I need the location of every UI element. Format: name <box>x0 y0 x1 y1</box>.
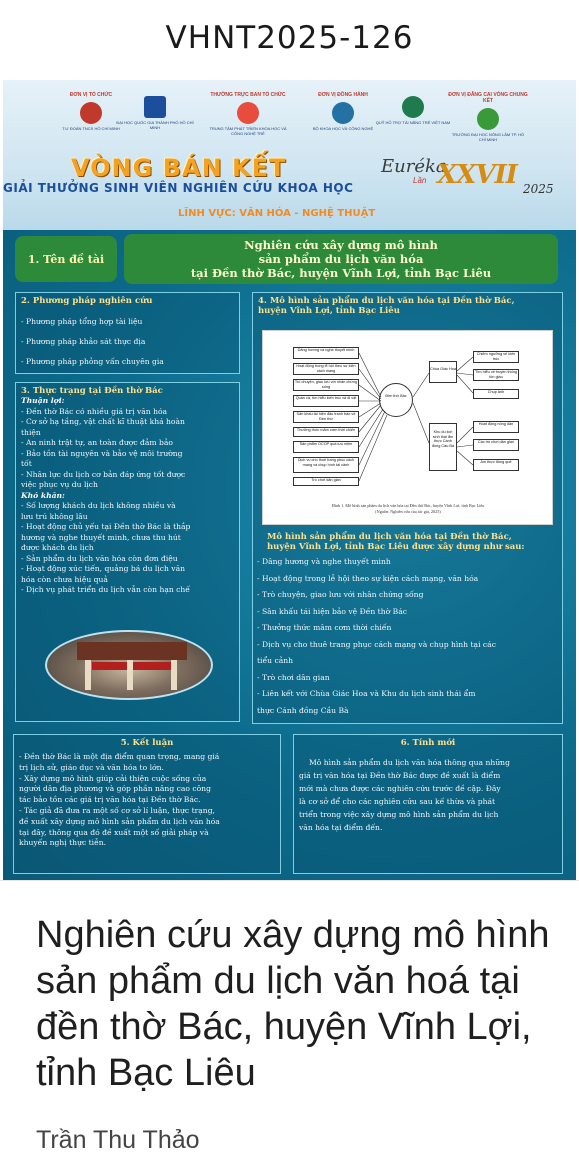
list-item: - Cơ sở hạ tầng, vật chất kĩ thuật khá hoàn <box>21 417 185 426</box>
list-item: - Bảo tồn tài nguyên và bảo vệ môi trường <box>21 448 183 458</box>
text-line: khuyến nghị thực tiễn. <box>19 838 107 848</box>
org-bo-khcn <box>303 92 383 131</box>
org-name: TRUNG TÂM PHÁT TRIỂN KHOA HỌC VÀ CÔNG NGHỆ TRẺ <box>209 126 287 136</box>
summary-line: Mô hình sản phẩm du lịch văn hóa tại Đền thờ Bác, <box>267 532 512 542</box>
list-item: - Hoạt động chủ yếu tại Đền thờ Bác là thắp <box>21 522 191 531</box>
section-title: 5. Kết luận <box>120 738 174 748</box>
organizer-logos <box>3 92 576 147</box>
novelty-text <box>299 756 557 834</box>
center-node: Đền thờ Bác <box>379 383 413 417</box>
org-name: TRƯỜNG ĐẠI HỌC NÔNG LÂM TP. HỒ CHÍ MINH <box>451 132 525 142</box>
eureka-logo <box>353 152 563 200</box>
org-name: BỘ KHOA HỌC VÀ CÔNG NGHỆ <box>312 126 374 131</box>
section-title: 2. Phương pháp nghiên cứu <box>21 296 153 306</box>
title-line: 4. Mô hình sản phẩm du lịch văn hóa tại Đền thờ Bác, <box>258 296 515 306</box>
list-item: - Sản phẩm du lịch văn hóa còn đơn điệu <box>21 553 178 563</box>
temple-column <box>171 660 177 690</box>
list-item: thực Cánh đồng Cầu Bà <box>257 705 349 715</box>
text-line: người dân địa phương và góp phần nâng cao công <box>19 784 211 794</box>
diagram-node: Sân khấu tái hiện đấu tranh bảo vệ Đền thờ <box>293 411 359 423</box>
org-label: ĐƠN VỊ TỔ CHỨC <box>69 92 113 98</box>
difficulties-list <box>21 501 234 596</box>
list-item: - Dịch vụ phát triển du lịch vẫn còn hạn chế <box>21 585 190 594</box>
list-item: lưu trú không lâu <box>21 511 88 521</box>
diagram-node: Thưởng thức mâm cơm thời chiến <box>293 427 359 437</box>
list-item: - Hoạt động trong lễ hội theo sự kiện cách mạng, văn hóa <box>257 573 479 583</box>
diagram-node: Dịch vụ cho thuê trang phục cách mạng và chụp hình tại cảnh <box>293 457 359 473</box>
round-title: VÒNG BÁN KẾT <box>71 154 287 182</box>
text-line: triển trong việc xây dựng mô hình sản phẩm du lịch <box>299 810 499 819</box>
list-item: - An ninh trật tự, an toàn được đảm bảo <box>21 438 173 447</box>
caption-text: Hình 1. Mô hình sản phẩm du lịch văn hóa tại Đền thờ Bác, huyện Vĩnh Lợi, tỉnh Bạc Liêu <box>331 503 485 508</box>
award-title: GIẢI THƯỞNG SINH VIÊN NGHIÊN CỨU KHOA HỌC <box>3 181 354 195</box>
novelty-panel <box>293 734 563 874</box>
list-item: - Thưởng thức mâm cơm thời chiến <box>257 623 392 632</box>
article-title[interactable]: Nghiên cứu xây dựng mô hình sản phẩm du lịch văn hoá tại đền thờ Bác, huyện Vĩnh Lợi, tỉnh Bạc Liêu <box>36 914 550 1094</box>
text-line: tại đây, thông qua đó đề xuất một số giải pháp và <box>19 827 209 837</box>
text-line: tác bảo tồn các giá trị văn hóa tại Đền thờ Bác. <box>19 795 201 805</box>
dhqg-logo-icon <box>144 96 166 118</box>
text-line: - Tác giả đã đưa ra một số cơ sở lí luận, thực trạng, <box>19 805 215 815</box>
topic-line: tại Đền thờ Bác, huyện Vĩnh Lợi, tỉnh Bạc Liêu <box>190 266 492 280</box>
list-item: - Trò chơi dân gian <box>257 672 330 682</box>
diagram-node: Trò chuyện, giao lưu với nhân chứng sống <box>293 379 359 391</box>
temple-roof <box>77 642 187 660</box>
trung-tam-logo-icon <box>237 102 259 124</box>
list-item: - Dịch vụ cho thuê trang phục cách mạng và chụp hình tại các <box>257 639 496 649</box>
diagram-node: Các trò chơi dân gian <box>473 439 519 451</box>
list-item: - Đền thờ Bác có nhiều giá trị văn hóa <box>21 406 168 416</box>
methods-panel <box>15 292 240 374</box>
temple-photo <box>45 630 213 700</box>
list-item: - Sân khấu tái hiện bảo vệ Đền thờ Bác <box>257 606 407 616</box>
quy-logo-icon <box>402 96 424 118</box>
topic-title <box>124 234 558 284</box>
list-item: - Hoạt động xúc tiến, quảng bá du lịch văn <box>21 564 186 573</box>
diagram-node: Dâng hương và nghe thuyết minh <box>293 347 359 359</box>
org-dhqg <box>115 92 195 130</box>
org-trung-tam <box>208 92 288 136</box>
eureka-number: XXVII <box>437 160 517 190</box>
diagram-node: Ẩm thực đồng quê <box>473 459 519 471</box>
list-item: tiểu cảnh <box>257 656 294 665</box>
list-item: việc phục vụ du lịch <box>21 480 98 489</box>
list-item: hóa còn chưa hiệu quả <box>21 574 108 584</box>
field-label: LĨNH VỰC: VĂN HÓA - NGHỆ THUẬT <box>178 208 376 219</box>
org-name: ĐẠI HỌC QUỐC GIA THÀNH PHỐ HỒ CHÍ MINH <box>116 120 194 130</box>
org-name: T.Ư ĐOÀN TNCS HỒ CHÍ MINH <box>62 126 120 131</box>
conclusion-panel <box>13 734 281 874</box>
title-line: huyện Vĩnh Lợi, tỉnh Bạc Liêu <box>258 306 400 316</box>
model-summary <box>257 532 559 719</box>
diagram-node: Hoạt động nông dân <box>473 421 519 433</box>
diagram-node: Chùa Giác Hoa <box>429 361 457 383</box>
caption-source: (Nguồn: Nghiên cứu của tác giả, 2025) <box>375 509 441 514</box>
section-title: 3. Thực trạng tại Đền thờ Bác <box>21 386 163 396</box>
diagram-node: Chiêm ngưỡng vẻ kiến trúc <box>473 351 519 363</box>
list-item: - Số lượng khách du lịch không nhiều và <box>21 501 176 510</box>
nong-lam-logo-icon <box>477 108 499 130</box>
list-item: được khách du lịch <box>21 543 94 552</box>
list-item: - Phương pháp khảo sát thực địa <box>21 337 146 346</box>
advantages-list <box>21 407 234 491</box>
diagram-node: Quán cà, tìm hiểu kiến trúc và di vật <box>293 395 359 407</box>
list-item: - Phương pháp phỏng vấn chuyên gia <box>21 357 164 366</box>
bo-khcn-logo-icon <box>332 102 354 124</box>
list-item: - Liên kết với Chùa Giác Hoa và Khu du lịch sinh thái ẩm <box>257 689 476 698</box>
temple-column <box>127 660 133 690</box>
eureka-lan: Lần <box>413 176 427 185</box>
diagram-node: Trò chơi dân gian <box>293 477 359 486</box>
org-nong-lam <box>448 92 528 142</box>
text-line: giá trị văn hóa tại Đền thờ Bác được đề xuất là điểm <box>299 771 501 780</box>
diagram-node: Hoạt động trong lễ hội theo sự kiện cách mạng <box>293 363 359 375</box>
diagram-connectors <box>263 331 554 501</box>
text-line: đề xuất xây dựng mô hình sản phẩm du lịch văn hóa <box>19 816 220 826</box>
author-name: Trần Thu Thảo <box>36 1126 200 1154</box>
diagram-node: Chụp ảnh <box>473 389 519 399</box>
divider <box>0 880 579 881</box>
eureka-word: Euréka <box>381 156 447 177</box>
summary-line: huyện Vĩnh Lợi, tỉnh Bạc Liêu được xây dựng như sau: <box>267 542 525 552</box>
org-label: ĐƠN VỊ ĐĂNG CAI VÒNG CHUNG KẾT <box>448 92 528 104</box>
advantages-label: Thuận lợi: <box>21 396 65 405</box>
research-poster[interactable] <box>3 80 576 880</box>
text-line: - Đền thờ Bác là một địa điểm quan trọng, mang giá <box>19 752 220 761</box>
org-label: ĐƠN VỊ ĐỒNG HÀNH <box>318 92 368 98</box>
list-item: thiện <box>21 427 41 437</box>
section-title: 6. Tính mới <box>400 738 456 748</box>
text-line: mới mà chưa được các nghiên cứu trước đề cập. Đây <box>299 784 501 793</box>
topic-label: 1. Tên đề tài <box>15 236 117 282</box>
org-name: QUỸ HỖ TRỢ TÀI NĂNG TRẺ VIỆT NAM <box>375 120 451 125</box>
section-title <box>258 296 557 316</box>
text-line: - Xây dựng mô hình giúp cải thiện cuộc sống của <box>19 773 207 783</box>
text-line: là cơ sở để cho các nghiên cứu sau kế thừa và phát <box>299 797 496 806</box>
list-item: - Nhân lực du lịch cơ bản đáp ứng tốt được <box>21 469 186 479</box>
model-diagram <box>262 330 553 525</box>
text-line: Mô hình sản phẩm du lịch văn hóa thông qua những <box>309 758 510 767</box>
diagram-node: Tìm hiểu về truyền thống tôn giáo <box>473 369 519 381</box>
topic-line: sản phẩm du lịch văn hóa <box>258 252 424 266</box>
conclusion-text <box>19 752 275 849</box>
org-quy <box>373 92 453 125</box>
diagram-node: Sản phẩm OCOP quà lưu niệm <box>293 441 359 453</box>
methods-list <box>21 312 234 372</box>
header-bar <box>0 0 579 78</box>
doan-logo-icon <box>80 102 102 124</box>
temple-column <box>85 660 91 690</box>
list-item: - Phương pháp tổng hợp tài liệu <box>21 317 143 326</box>
summary-heading <box>257 532 559 552</box>
text-line: văn hóa tại điểm đến. <box>299 823 383 832</box>
text-line: trị lịch sử, giáo dục và văn hóa to lớn. <box>19 762 164 772</box>
model-items <box>257 554 559 719</box>
difficulties-label: Khó khăn: <box>21 490 65 500</box>
list-item: - Trò chuyện, giao lưu với nhân chứng sống <box>257 590 424 599</box>
topic-line: Nghiên cứu xây dựng mô hình <box>244 238 438 252</box>
eureka-year: 2025 <box>523 182 554 196</box>
list-item: - Dâng hương và nghe thuyết minh <box>257 557 391 566</box>
figure-caption <box>273 503 543 515</box>
diagram-node: Khu du lịch sinh thái ẩm thực Cánh đồng Cầu Bà <box>429 423 457 471</box>
list-item: tốt <box>21 459 32 468</box>
org-label: THƯỜNG TRỰC BAN TỔ CHỨC <box>210 92 286 98</box>
list-item: hương và nghe thuyết minh, chưa thu hút <box>21 532 181 542</box>
entry-code-title: VHNT2025-126 <box>165 20 414 56</box>
